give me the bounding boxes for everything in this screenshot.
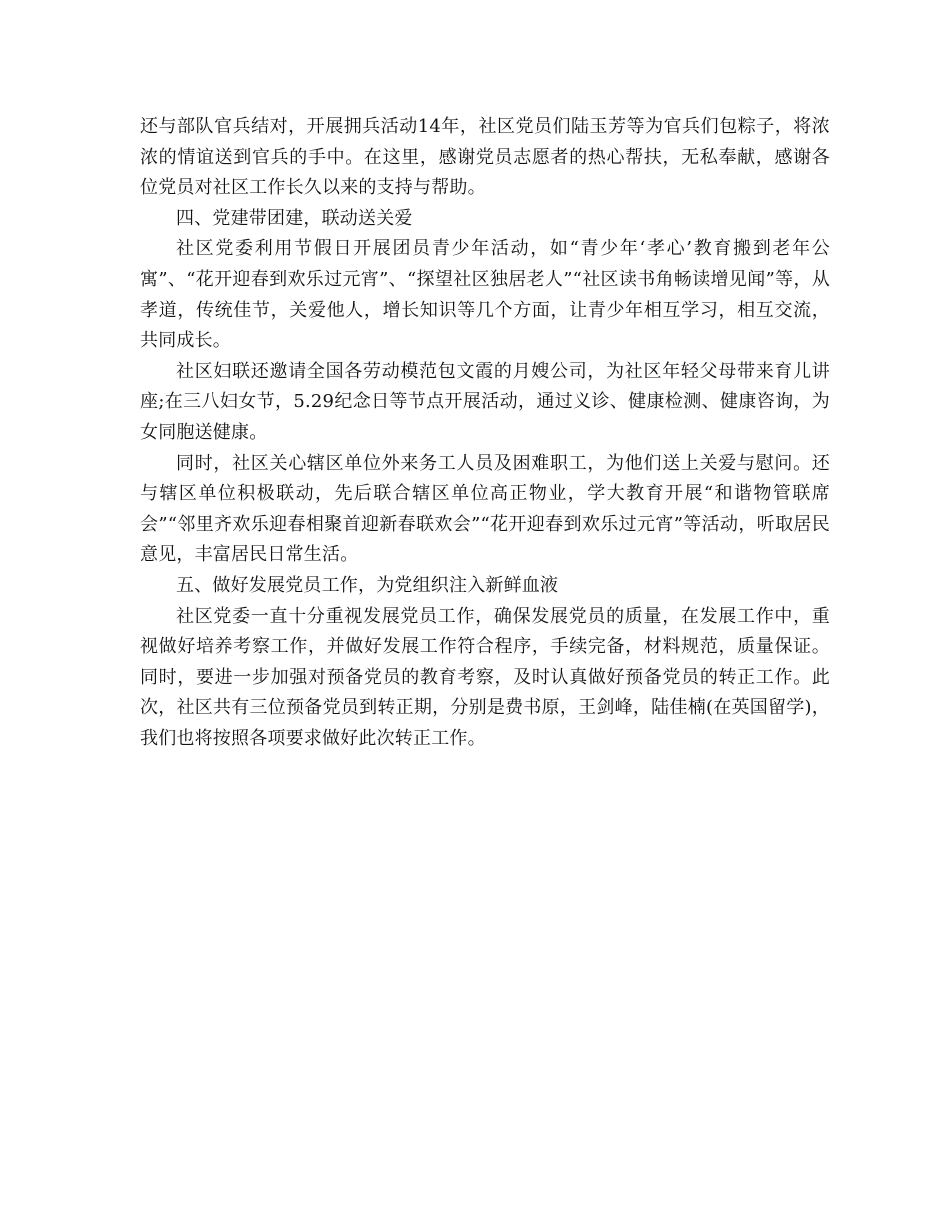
section-heading-5: 五、做好发展党员工作，为党组织注入新鲜血液 <box>176 574 559 596</box>
paragraph-3: 社区妇联还邀请全国各劳动模范包文霞的月嫂公司，为社区年轻父母带来育儿讲座;在三八妇女节，5.29纪念日等节点开展活动，通过义诊、健康检测、健康咨询，为女同胞送健康。 <box>140 360 830 443</box>
paragraph-5: 社区党委一直十分重视发展党员工作，确保发展党员的质量，在发展工作中，重视做好培养考察工作，并做好发展工作符合程序，手续完备，材料规范，质量保证。同时，要进一步加强对预备党员的教育考察，及时认真做好预备党员的转正工作。此次，社区共有三位预备党员到转正期，分别是费书原，王剑峰，陆佳楠(在英国留学)，我们也将按照各项要求做好此次转正工作。 <box>140 605 830 749</box>
section-heading-4: 四、党建带团建，联动送关爱 <box>176 207 413 229</box>
paragraph-4: 同时，社区关心辖区单位外来务工人员及困难职工，为他们送上关爱与慰问。还与辖区单位积极联动，先后联合辖区单位高正物业，学大教育开展“和谐物管联席会”“邻里齐欢乐迎春相聚首迎新春联欢会”“花开迎春到欢乐过元宵”等活动，听取居民意见，丰富居民日常生活。 <box>140 452 830 566</box>
paragraph-2: 社区党委利用节假日开展团员青少年活动，如“青少年‘孝心’教育搬到老年公寓”、“花开迎春到欢乐过元宵”、“探望社区独居老人”“社区读书角畅读增见闻”等，从孝道，传统佳节，关爱他人，增长知识等几个方面，让青少年相互学习，相互交流，共同成长。 <box>140 238 830 352</box>
paragraph-1: 还与部队官兵结对，开展拥兵活动14年，社区党员们陆玉芳等为官兵们包粽子，将浓浓的情谊送到官兵的手中。在这里，感谢党员志愿者的热心帮扶，无私奉献，感谢各位党员对社区工作长久以来的支持与帮助。 <box>140 116 830 199</box>
document-body <box>140 112 830 754</box>
